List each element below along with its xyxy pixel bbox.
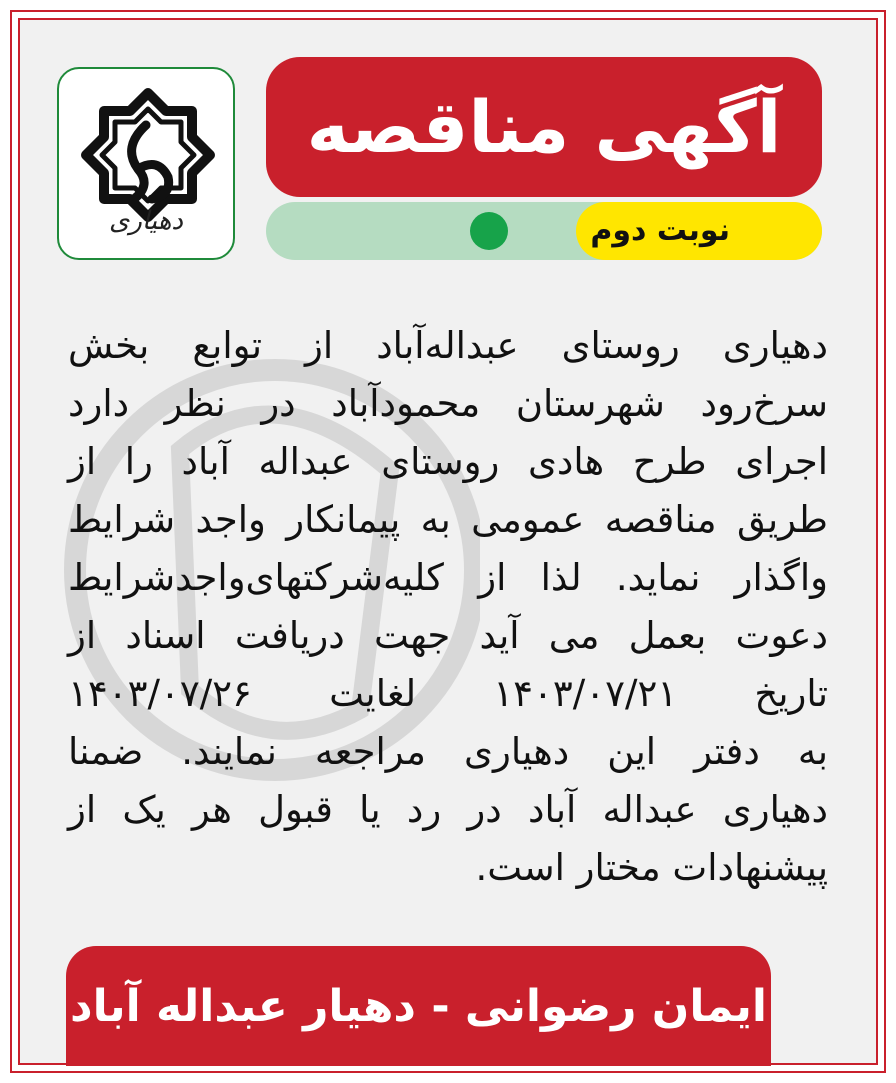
title-banner xyxy=(266,57,822,197)
body-line: دهیاری عبداله آباد در رد یا قبول هر یک از xyxy=(68,788,828,831)
signature-text: ایمان رضوانی - دهیار عبداله آباد xyxy=(70,980,767,1032)
page-title: آگهی مناقصه xyxy=(306,85,782,169)
body-line: به دفتر این دهیاری مراجعه نمایند. ضمنا xyxy=(68,730,828,773)
turn-label: نوبت دوم xyxy=(590,213,730,248)
status-dot-icon xyxy=(470,212,508,250)
turn-bar xyxy=(266,202,822,260)
signature-banner xyxy=(66,946,771,1066)
announcement-body xyxy=(68,317,828,897)
logo-box xyxy=(57,67,235,260)
body-line: دهیاری روستای عبداله‌آباد از توابع بخش xyxy=(68,324,828,367)
body-line: تاریخ ۱۴۰۳/۰۷/۲۱ لغایت ۱۴۰۳/۰۷/۲۶ xyxy=(68,672,828,715)
body-line: واگذار نماید. لذا از کلیه‌شرکتهای‌واجدشرایط xyxy=(68,556,828,599)
body-line: طریق مناقصه عمومی به پیمانکار واجد شرایط xyxy=(68,498,828,541)
body-line: دعوت بعمل می آید جهت دریافت اسناد از xyxy=(68,614,828,657)
logo-text: دهیاری xyxy=(109,206,183,236)
turn-pill xyxy=(576,202,822,260)
body-line: اجرای طرح هادی روستای عبداله آباد را از xyxy=(68,440,828,483)
body-line: پیشنهادات مختار است. xyxy=(475,846,828,889)
body-line: سرخ‌رود شهرستان محمودآباد در نظر دارد xyxy=(68,382,828,425)
